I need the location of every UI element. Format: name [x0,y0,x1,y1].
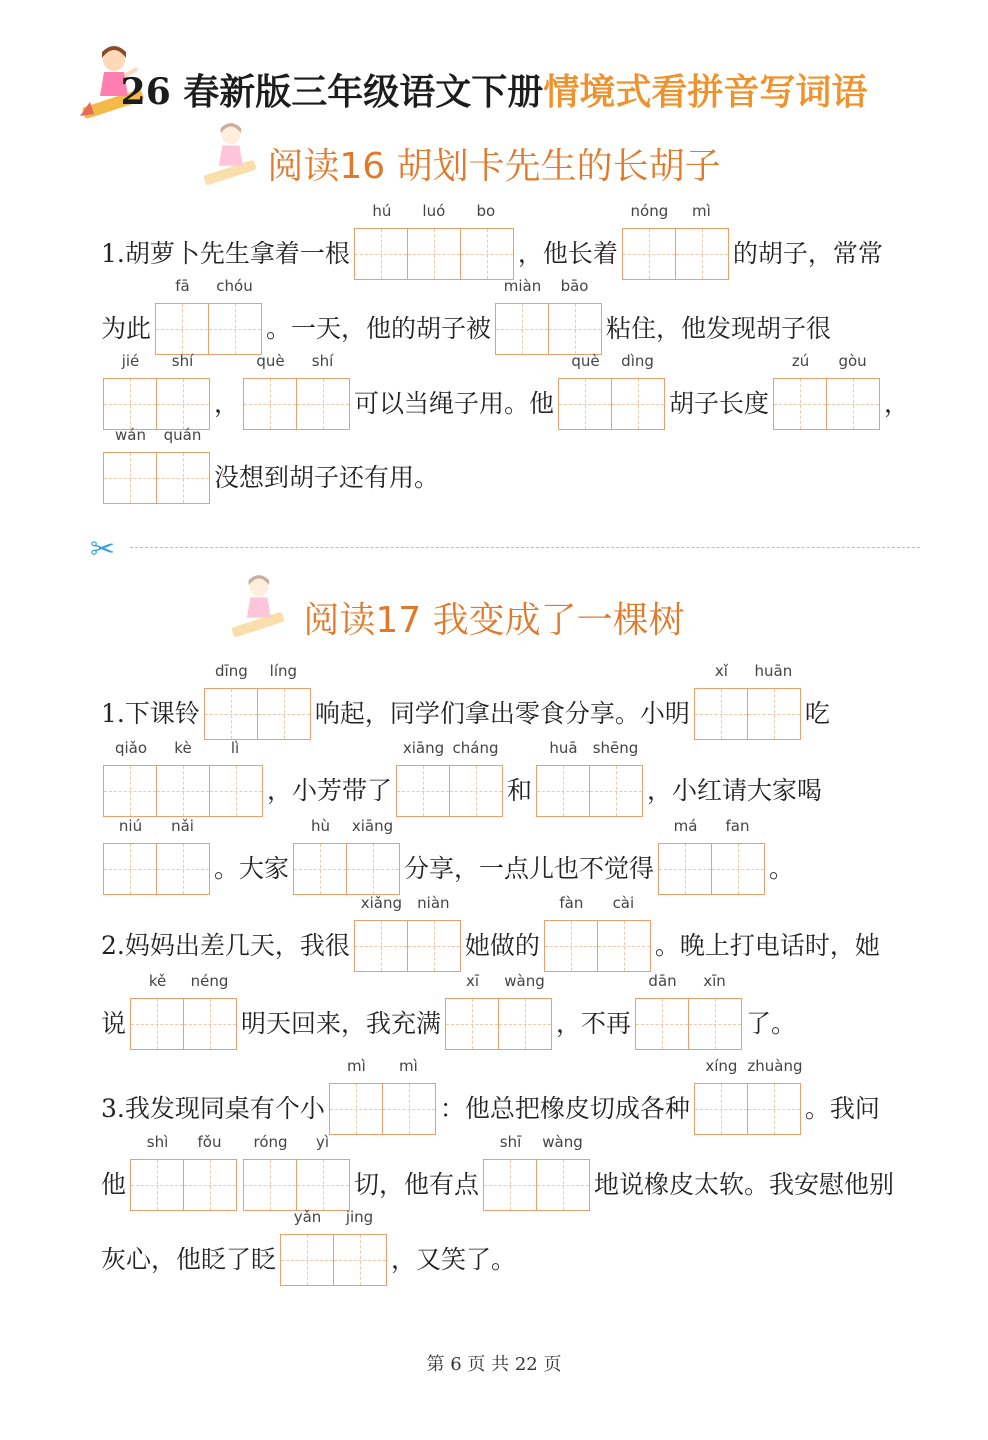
character-box[interactable] [297,1160,349,1210]
character-box[interactable] [258,689,310,739]
section-title-16: 阅读16 胡划卡先生的长胡子 [267,146,721,187]
exercise-line [100,426,440,504]
pinyin-syllable: mì [346,1057,366,1075]
sentence-text: 。晚上打电话时，她 [654,931,880,960]
answer-group[interactable] [243,352,350,430]
character-box[interactable] [408,229,461,279]
pinyin-syllable: bāo [560,277,589,295]
pinyin-syllable: niú [118,817,143,835]
sentence-text: 切，他有点 [354,1170,480,1199]
pinyin-syllable: kě [148,972,167,990]
answer-group[interactable] [354,202,514,280]
answer-group[interactable] [243,1133,350,1211]
pinyin-syllable: líng [269,662,298,680]
character-box[interactable] [131,1160,184,1210]
exercise-line [100,1057,881,1135]
section-title-17: 阅读17 我变成了一棵树 [303,600,685,641]
pinyin-syllable: niàn [417,894,450,912]
answer-group[interactable] [354,894,461,972]
pinyin-syllable: shēng [592,739,639,757]
character-box[interactable] [537,766,590,816]
character-box[interactable] [623,229,676,279]
pinyin-syllable: mì [398,1057,418,1075]
pinyin-row [330,1057,434,1079]
answer-group[interactable] [204,662,311,740]
sentence-text: 和 [507,776,533,805]
pinyin-syllable: jié [121,352,140,370]
character-box[interactable] [549,304,601,354]
pinyin-syllable: dīng [215,662,248,680]
pinyin-row [695,662,799,684]
title-highlight: 情境式看拼音写词语 [543,71,868,113]
pinyin-row [132,1133,236,1155]
character-box[interactable] [484,1160,537,1210]
sentence-text: 胡子长度 [669,389,770,418]
character-box[interactable] [695,1084,748,1134]
pinyin-syllable: cài [612,894,635,912]
writing-boxes[interactable] [558,378,665,430]
sentence-text: 。我问 [804,1094,880,1123]
pinyin-syllable: chóu [216,277,253,295]
page-number: 第 6 页 共 22 页 [426,1354,562,1375]
pinyin-syllable: bo [476,202,496,220]
pinyin-syllable: jing [345,1208,374,1226]
writing-boxes[interactable] [243,378,350,430]
pinyin-syllable: yǎn [293,1208,322,1226]
page-title [0,64,988,115]
exercise-line [100,277,832,355]
pinyin-syllable: wàng [542,1133,583,1151]
answer-group[interactable] [280,1208,387,1286]
pinyin-syllable: lì [230,739,240,757]
writing-boxes[interactable] [622,228,729,280]
character-box[interactable] [695,689,748,739]
character-box[interactable] [244,1160,297,1210]
character-box[interactable] [184,1160,236,1210]
answer-group[interactable] [445,972,552,1050]
pinyin-syllable: luó [422,202,446,220]
exercise-line [100,1133,895,1211]
character-box[interactable] [827,379,879,429]
sentence-text: ，小芳带了 [267,776,393,805]
pinyin-syllable: fā [175,277,190,295]
title-main: 26 春新版三年级语文下册 [120,71,544,113]
character-box[interactable] [496,304,549,354]
character-box[interactable] [104,766,157,816]
pinyin-row [695,1057,803,1079]
pinyin-row [355,894,459,916]
character-box[interactable] [294,844,347,894]
pinyin-syllable: má [673,817,698,835]
character-box[interactable] [712,844,764,894]
writing-boxes[interactable] [396,765,503,817]
pinyin-syllable: quán [163,426,202,444]
pinyin-syllable: huā [549,739,578,757]
character-box[interactable] [397,766,450,816]
pinyin-syllable: huān [754,662,793,680]
writing-boxes[interactable] [103,378,210,430]
character-box[interactable] [281,1235,334,1285]
pinyin-syllable: xiāng [402,739,445,757]
sentence-text: 了。 [746,1009,797,1038]
writing-boxes[interactable] [445,998,552,1050]
answer-group[interactable] [155,277,262,355]
pinyin-syllable: xīn [703,972,726,990]
sentence-text: ， [884,389,910,418]
pinyin-row [637,972,741,994]
writing-boxes[interactable] [130,1159,237,1211]
pinyin-syllable: shí [171,352,194,370]
pinyin-syllable: yì [315,1133,330,1151]
answer-group[interactable] [329,1057,436,1135]
cut-line-divider [130,547,920,548]
exercise-line [100,662,831,740]
character-box[interactable] [131,999,184,1049]
pinyin-syllable: què [256,352,285,370]
pinyin-syllable: xiǎng [360,894,402,912]
pinyin-syllable: nǎi [171,817,194,835]
pinyin-row [295,817,399,839]
sentence-text: 说 [101,1009,127,1038]
pinyin-syllable: xíng [705,1057,738,1075]
sentence-text: ，又笑了。 [391,1245,517,1274]
sentence-text: 。 [769,854,795,883]
pinyin-row [623,202,727,224]
pinyin-syllable: fǒu [197,1133,222,1151]
writing-boxes[interactable] [354,228,514,280]
pinyin-row [245,352,349,374]
pinyin-syllable: shì [146,1133,169,1151]
answer-group[interactable] [130,972,237,1050]
answer-group[interactable] [694,662,801,740]
writing-boxes[interactable] [243,1159,350,1211]
answer-group[interactable] [103,739,263,817]
character-box[interactable] [156,304,209,354]
exercise-line [100,1208,517,1286]
writing-boxes[interactable] [544,920,651,972]
sentence-text: 可以当绳子用。他 [354,389,555,418]
character-box[interactable] [590,766,642,816]
character-box[interactable] [676,229,728,279]
pinyin-syllable: kè [174,739,192,757]
pinyin-syllable: fan [725,817,750,835]
pinyin-row [485,1133,589,1155]
answer-group[interactable] [658,817,765,895]
pinyin-syllable: xī [466,972,480,990]
answer-group[interactable] [635,972,742,1050]
answer-group[interactable] [483,1133,590,1211]
pinyin-row [105,817,209,839]
sentence-text: 的胡子，常常 [732,239,883,268]
character-box[interactable] [244,379,297,429]
sentence-text: 1.胡萝卜先生拿着一根 [101,239,350,268]
pinyin-syllable: nóng [630,202,669,220]
pinyin-row [157,277,261,299]
character-box[interactable] [545,921,598,971]
pinyin-syllable: xiāng [351,817,394,835]
answer-group[interactable] [622,202,729,280]
pinyin-row [356,202,512,224]
writing-boxes[interactable] [536,765,643,817]
sentence-text: 吃 [804,699,830,728]
character-box[interactable] [104,844,157,894]
character-box[interactable] [461,229,513,279]
writing-boxes[interactable] [155,303,262,355]
sentence-text: 地说橡皮太软。我安慰他别 [594,1170,895,1199]
sentence-text: ：他总把橡皮切成各种 [439,1094,690,1123]
pinyin-row [538,739,642,761]
character-box[interactable] [104,453,157,503]
writing-boxes[interactable] [495,303,602,355]
character-box[interactable] [537,1160,589,1210]
sentence-text: 她做的 [464,931,540,960]
sentence-text: 1.下课铃 [101,699,200,728]
pinyin-row [398,739,502,761]
writing-boxes[interactable] [103,765,263,817]
writing-boxes[interactable] [130,998,237,1050]
pinyin-syllable: cháng [452,739,499,757]
sentence-text: 灰心，他眨了眨 [101,1245,277,1274]
sentence-text: ， [214,389,240,418]
answer-group[interactable] [558,352,665,430]
answer-group[interactable] [773,352,880,430]
answer-group[interactable] [694,1057,801,1135]
answer-group[interactable] [103,352,210,430]
answer-group[interactable] [130,1133,237,1211]
scissors-icon: ✂ [90,532,116,567]
exercise-line [100,202,884,280]
writing-boxes[interactable] [293,843,400,895]
pinyin-row [282,1208,386,1230]
character-box[interactable] [330,1084,383,1134]
character-box[interactable] [689,999,741,1049]
writing-boxes[interactable] [483,1159,590,1211]
sentence-text: 明天回来，我充满 [241,1009,442,1038]
pinyin-syllable: miàn [503,277,542,295]
pinyin-row [560,352,664,374]
pinyin-row [105,739,261,761]
answer-group[interactable] [103,426,210,504]
pinyin-syllable: shī [499,1133,522,1151]
pinyin-syllable: néng [190,972,229,990]
exercise-line [100,352,910,430]
sentence-text: 。大家 [214,854,290,883]
character-box[interactable] [210,766,262,816]
character-box[interactable] [659,844,712,894]
character-box[interactable] [347,844,399,894]
character-box[interactable] [355,229,408,279]
writing-boxes[interactable] [694,1083,801,1135]
character-box[interactable] [383,1084,435,1134]
sentence-text: 分享，一点儿也不觉得 [404,854,655,883]
character-box[interactable] [446,999,499,1049]
writing-boxes[interactable] [329,1083,436,1135]
character-box[interactable] [157,766,210,816]
sentence-text: ，不再 [556,1009,632,1038]
pinyin-syllable: zhuàng [747,1057,803,1075]
character-box[interactable] [748,689,800,739]
pinyin-syllable: mì [691,202,711,220]
pinyin-row [105,352,209,374]
answer-group[interactable] [495,277,602,355]
answer-group[interactable] [396,739,503,817]
character-box[interactable] [636,999,689,1049]
answer-group[interactable] [544,894,651,972]
character-box[interactable] [499,999,551,1049]
sentence-text: 粘住，他发现胡子很 [606,314,832,343]
sentence-text: 2.妈妈出差几天，我很 [101,931,350,960]
pinyin-row [545,894,649,916]
pinyin-syllable: fàn [559,894,584,912]
pinyin-syllable: zú [791,352,810,370]
writing-boxes[interactable] [773,378,880,430]
pinyin-syllable: wán [115,426,146,444]
sentence-text: 响起，同学们拿出零食分享。小明 [314,699,690,728]
pinyin-syllable: hú [372,202,392,220]
character-box[interactable] [157,844,209,894]
exercise-line [100,894,881,972]
pinyin-row [660,817,764,839]
writing-boxes[interactable] [103,452,210,504]
pinyin-row [105,426,209,448]
character-box[interactable] [104,379,157,429]
pinyin-syllable: hù [311,817,331,835]
pinyin-syllable: gòu [838,352,867,370]
pinyin-row [132,972,236,994]
pinyin-row [775,352,879,374]
pinyin-row [245,1133,349,1155]
exercise-line [100,972,797,1050]
writing-boxes[interactable] [635,998,742,1050]
pinyin-syllable: què [571,352,600,370]
sentence-text: 为此 [101,314,152,343]
character-box[interactable] [774,379,827,429]
character-box[interactable] [748,1084,800,1134]
character-box[interactable] [157,453,209,503]
exercise-line [100,817,795,895]
pinyin-syllable: dān [648,972,677,990]
answer-group[interactable] [103,817,210,895]
writing-boxes[interactable] [103,843,210,895]
pinyin-row [447,972,551,994]
pinyin-syllable: qiǎo [114,739,148,757]
answer-group[interactable] [536,739,643,817]
sentence-text: 。一天，他的胡子被 [266,314,492,343]
writing-boxes[interactable] [354,920,461,972]
writing-boxes[interactable] [280,1234,387,1286]
writing-boxes[interactable] [658,843,765,895]
pinyin-row [205,662,309,684]
pinyin-syllable: xǐ [714,662,728,680]
sentence-text: 3.我发现同桌有个小 [101,1094,325,1123]
character-box[interactable] [297,379,349,429]
pinyin-syllable: shí [311,352,334,370]
exercise-line [100,739,823,817]
character-box[interactable] [355,921,408,971]
pinyin-syllable: róng [253,1133,288,1151]
character-box[interactable] [559,379,612,429]
sentence-text: 没想到胡子还有用。 [214,463,440,492]
pinyin-syllable: dìng [621,352,654,370]
character-box[interactable] [612,379,664,429]
character-box[interactable] [205,689,258,739]
pinyin-syllable: wàng [504,972,545,990]
character-box[interactable] [334,1235,386,1285]
writing-boxes[interactable] [694,688,801,740]
sentence-text: ，他长着 [517,239,618,268]
character-box[interactable] [184,999,236,1049]
character-box[interactable] [598,921,650,971]
sentence-text: 他 [101,1170,127,1199]
pinyin-row [497,277,601,299]
character-box[interactable] [157,379,209,429]
character-box[interactable] [408,921,460,971]
sentence-text: ，小红请大家喝 [647,776,823,805]
character-box[interactable] [450,766,502,816]
answer-group[interactable] [293,817,400,895]
character-box[interactable] [209,304,261,354]
writing-boxes[interactable] [204,688,311,740]
